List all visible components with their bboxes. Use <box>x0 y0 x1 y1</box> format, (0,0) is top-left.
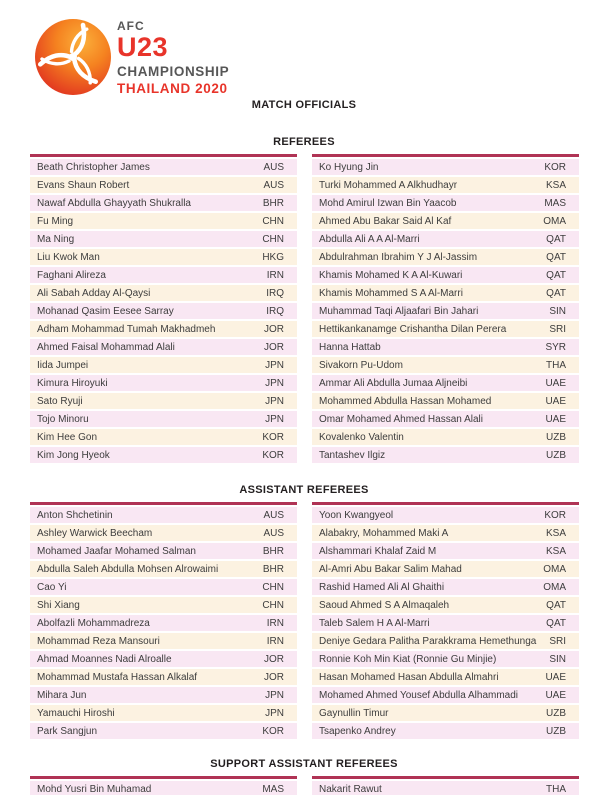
official-name: Yoon Kwangyeol <box>319 509 394 521</box>
official-name: Kim Jong Hyeok <box>37 449 110 461</box>
official-name: Mihara Jun <box>37 689 87 701</box>
country-code: AUS <box>263 179 284 191</box>
country-code: QAT <box>546 599 566 611</box>
table-row <box>312 231 579 247</box>
table-row <box>30 213 297 229</box>
table-row <box>312 357 579 373</box>
country-code: KSA <box>545 179 566 191</box>
official-name: Saoud Ahmed S A Almaqaleh <box>319 599 450 611</box>
official-name: Mohd Yusri Bin Muhamad <box>37 783 152 795</box>
official-name: Mohd Amirul Izwan Bin Yaacob <box>319 197 457 209</box>
logo-thailand-2020-label: THAILAND 2020 <box>117 80 228 96</box>
table-row <box>30 375 297 391</box>
table-row <box>312 669 579 685</box>
country-code: JOR <box>264 653 284 665</box>
country-code: AUS <box>263 509 284 521</box>
country-code: UZB <box>546 449 566 461</box>
country-code: BHR <box>262 545 284 557</box>
table-row <box>312 213 579 229</box>
table-row <box>30 561 297 577</box>
official-name: Mohammad Mustafa Hassan Alkalaf <box>37 671 198 683</box>
table-row <box>30 705 297 721</box>
official-name: Kimura Hiroyuki <box>37 377 108 389</box>
country-code: AUS <box>263 527 284 539</box>
country-code: QAT <box>546 617 566 629</box>
country-code: QAT <box>546 269 566 281</box>
country-code: SRI <box>549 635 566 647</box>
table-row <box>30 723 297 739</box>
official-name: Anton Shchetinin <box>37 509 113 521</box>
table-row <box>30 447 297 463</box>
official-name: Adham Mohammad Tumah Makhadmeh <box>37 323 216 335</box>
table-row <box>30 507 297 523</box>
official-name: Tantashev Ilgiz <box>319 449 386 461</box>
country-code: UZB <box>546 725 566 737</box>
table-row <box>312 615 579 631</box>
official-name: Khamis Mohamed K A Al-Kuwari <box>319 269 463 281</box>
table-row <box>30 339 297 355</box>
table-row <box>312 781 579 795</box>
country-code: UAE <box>545 671 566 683</box>
table-row <box>30 543 297 559</box>
official-name: Tsapenko Andrey <box>319 725 396 737</box>
official-name: Kovalenko Valentin <box>319 431 404 443</box>
official-name: Mohamed Ahmed Yousef Abdulla Alhammadi <box>319 689 519 701</box>
table-row <box>312 411 579 427</box>
country-code: THA <box>546 783 566 795</box>
official-name: Evans Shaun Robert <box>37 179 130 191</box>
country-code: CHN <box>262 599 284 611</box>
table-row <box>30 357 297 373</box>
official-name: Faghani Alireza <box>37 269 106 281</box>
official-name: Tojo Minoru <box>37 413 89 425</box>
table-row <box>30 525 297 541</box>
country-code: UAE <box>545 689 566 701</box>
table-row <box>312 339 579 355</box>
official-name: Fu Ming <box>37 215 74 227</box>
table-row <box>312 375 579 391</box>
officials-table-left <box>30 154 297 463</box>
official-name: Park Sangjun <box>37 725 98 737</box>
table-row <box>30 687 297 703</box>
country-code: SRI <box>549 323 566 335</box>
country-code: UAE <box>545 377 566 389</box>
official-name: Sivakorn Pu-Udom <box>319 359 403 371</box>
table-row <box>30 597 297 613</box>
officials-table-right <box>312 776 579 795</box>
country-code: CHN <box>262 581 284 593</box>
country-code: KOR <box>544 509 566 521</box>
official-name: Iida Jumpei <box>37 359 89 371</box>
official-name: Alshammari Khalaf Zaid M <box>319 545 437 557</box>
tournament-logo-text <box>117 17 229 95</box>
table-row <box>30 159 297 175</box>
country-code: JOR <box>264 323 284 335</box>
country-code: JPN <box>265 413 284 425</box>
table-row <box>312 195 579 211</box>
afc-u23-ball-logo-icon <box>33 17 113 97</box>
country-code: KOR <box>262 431 284 443</box>
table-row <box>312 525 579 541</box>
official-name: Beath Christopher James <box>37 161 150 173</box>
country-code: KOR <box>262 725 284 737</box>
country-code: CHN <box>262 233 284 245</box>
country-code: MAS <box>544 197 566 209</box>
country-code: QAT <box>546 287 566 299</box>
country-code: BHR <box>262 197 284 209</box>
official-name: Abdulla Ali A A Al-Marri <box>319 233 420 245</box>
country-code: JPN <box>265 689 284 701</box>
table-row <box>30 249 297 265</box>
official-name: Hasan Mohamed Hasan Abdulla Almahri <box>319 671 499 683</box>
official-name: Ammar Ali Abdulla Jumaa Aljneibi <box>319 377 468 389</box>
official-name: Hettikankanamge Crishantha Dilan Perera <box>319 323 507 335</box>
country-code: JPN <box>265 377 284 389</box>
table-row <box>312 687 579 703</box>
country-code: QAT <box>546 251 566 263</box>
country-code: IRN <box>266 617 284 629</box>
official-name: Ahmed Abu Bakar Said Al Kaf <box>319 215 452 227</box>
officials-table-left <box>30 502 297 739</box>
table-row <box>312 249 579 265</box>
table-row <box>30 669 297 685</box>
official-name: Rashid Hamed Ali Al Ghaithi <box>319 581 445 593</box>
country-code: KSA <box>545 545 566 557</box>
table-row <box>30 615 297 631</box>
country-code: OMA <box>543 581 566 593</box>
country-code: JPN <box>265 707 284 719</box>
country-code: UAE <box>545 413 566 425</box>
table-row <box>30 781 297 795</box>
official-name: Gaynullin Timur <box>319 707 389 719</box>
logo-championship-label: CHAMPIONSHIP <box>117 64 230 79</box>
officials-table-right <box>312 502 579 739</box>
table-row <box>312 303 579 319</box>
official-name: Ko Hyung Jin <box>319 161 379 173</box>
logo-afc-label: AFC <box>117 19 145 33</box>
official-name: Ahmad Moannes Nadi Alroalle <box>37 653 172 665</box>
official-name: Abdulla Saleh Abdulla Mohsen Alrowaimi <box>37 563 219 575</box>
country-code: THA <box>546 359 566 371</box>
table-row <box>312 447 579 463</box>
country-code: KOR <box>544 161 566 173</box>
official-name: Ashley Warwick Beecham <box>37 527 153 539</box>
officials-sections <box>0 136 608 795</box>
official-name: Mohanad Qasim Eesee Sarray <box>37 305 174 317</box>
table-row <box>312 723 579 739</box>
table-row <box>30 267 297 283</box>
official-name: Nawaf Abdulla Ghayyath Shukralla <box>37 197 191 209</box>
country-code: SIN <box>549 653 566 665</box>
country-code: KSA <box>545 527 566 539</box>
country-code: SYR <box>545 341 566 353</box>
page-title: MATCH OFFICIALS <box>251 99 357 111</box>
section-assistant-referees <box>0 484 608 739</box>
two-column-layout <box>0 776 608 795</box>
section-title: SUPPORT ASSISTANT REFEREES <box>210 758 398 770</box>
official-name: Ma Ning <box>37 233 75 245</box>
table-row <box>30 429 297 445</box>
country-code: JPN <box>265 359 284 371</box>
official-name: Mohammad Reza Mansouri <box>37 635 160 647</box>
table-row <box>30 651 297 667</box>
country-code: UAE <box>545 395 566 407</box>
official-name: Abolfazli Mohammadreza <box>37 617 150 629</box>
country-code: JOR <box>264 671 284 683</box>
country-code: HKG <box>262 251 284 263</box>
table-row <box>30 321 297 337</box>
official-name: Omar Mohamed Ahmed Hassan Alali <box>319 413 483 425</box>
two-column-layout <box>0 154 608 463</box>
table-row <box>312 393 579 409</box>
official-name: Khamis Mohammed S A Al-Marri <box>319 287 463 299</box>
country-code: IRN <box>266 269 284 281</box>
country-code: JPN <box>265 395 284 407</box>
table-row <box>312 429 579 445</box>
official-name: Abdulrahman Ibrahim Y J Al-Jassim <box>319 251 478 263</box>
table-row <box>312 507 579 523</box>
official-name: Ahmed Faisal Mohammad Alali <box>37 341 175 353</box>
official-name: Mohammed Abdulla Hassan Mohamed <box>319 395 492 407</box>
country-code: OMA <box>543 563 566 575</box>
official-name: Turki Mohammed A Alkhudhayr <box>319 179 458 191</box>
official-name: Yamauchi Hiroshi <box>37 707 115 719</box>
table-row <box>312 561 579 577</box>
official-name: Liu Kwok Man <box>37 251 100 263</box>
country-code: IRQ <box>266 305 284 317</box>
official-name: Taleb Salem H A Al-Marri <box>319 617 430 629</box>
official-name: Sato Ryuji <box>37 395 83 407</box>
official-name: Hanna Hattab <box>319 341 381 353</box>
official-name: Ali Sabah Adday Al-Qaysi <box>37 287 151 299</box>
table-row <box>312 597 579 613</box>
table-row <box>312 159 579 175</box>
section-support-assistant-referees <box>0 758 608 795</box>
official-name: Cao Yi <box>37 581 67 593</box>
country-code: MAS <box>262 783 284 795</box>
table-row <box>30 393 297 409</box>
official-name: Mohamed Jaafar Mohamed Salman <box>37 545 196 557</box>
official-name: Alabakry, Mohammed Maki A <box>319 527 449 539</box>
table-row <box>30 195 297 211</box>
officials-table-right <box>312 154 579 463</box>
table-row <box>30 579 297 595</box>
tournament-logo <box>33 17 229 97</box>
official-name: Shi Xiang <box>37 599 80 611</box>
table-row <box>312 177 579 193</box>
section-title: ASSISTANT REFEREES <box>239 484 369 496</box>
table-row <box>312 633 579 649</box>
two-column-layout <box>0 502 608 739</box>
country-code: OMA <box>543 215 566 227</box>
officials-table-left <box>30 776 297 795</box>
country-code: KOR <box>262 449 284 461</box>
official-name: Al-Amri Abu Bakar Salim Mahad <box>319 563 462 575</box>
country-code: JOR <box>264 341 284 353</box>
table-row <box>312 579 579 595</box>
country-code: IRQ <box>266 287 284 299</box>
table-row <box>30 303 297 319</box>
country-code: IRN <box>266 635 284 647</box>
official-name: Deniye Gedara Palitha Parakkrama Hemethunga <box>319 635 537 647</box>
official-name: Muhammad Taqi Aljaafari Bin Jahari <box>319 305 479 317</box>
section-title: REFEREES <box>273 136 335 148</box>
table-row <box>312 285 579 301</box>
table-row <box>30 177 297 193</box>
table-row <box>312 267 579 283</box>
country-code: BHR <box>262 563 284 575</box>
official-name: Kim Hee Gon <box>37 431 98 443</box>
country-code: QAT <box>546 233 566 245</box>
country-code: SIN <box>549 305 566 317</box>
official-name: Nakarit Rawut <box>319 783 382 795</box>
table-row <box>312 543 579 559</box>
table-row <box>30 633 297 649</box>
table-row <box>30 411 297 427</box>
country-code: CHN <box>262 215 284 227</box>
table-row <box>312 651 579 667</box>
table-row <box>312 705 579 721</box>
table-row <box>30 285 297 301</box>
country-code: UZB <box>546 707 566 719</box>
table-row <box>312 321 579 337</box>
table-row <box>30 231 297 247</box>
country-code: UZB <box>546 431 566 443</box>
section-referees <box>0 136 608 463</box>
logo-u23-label: U23 <box>117 32 169 62</box>
country-code: AUS <box>263 161 284 173</box>
official-name: Ronnie Koh Min Kiat (Ronnie Gu Minjie) <box>319 653 497 665</box>
